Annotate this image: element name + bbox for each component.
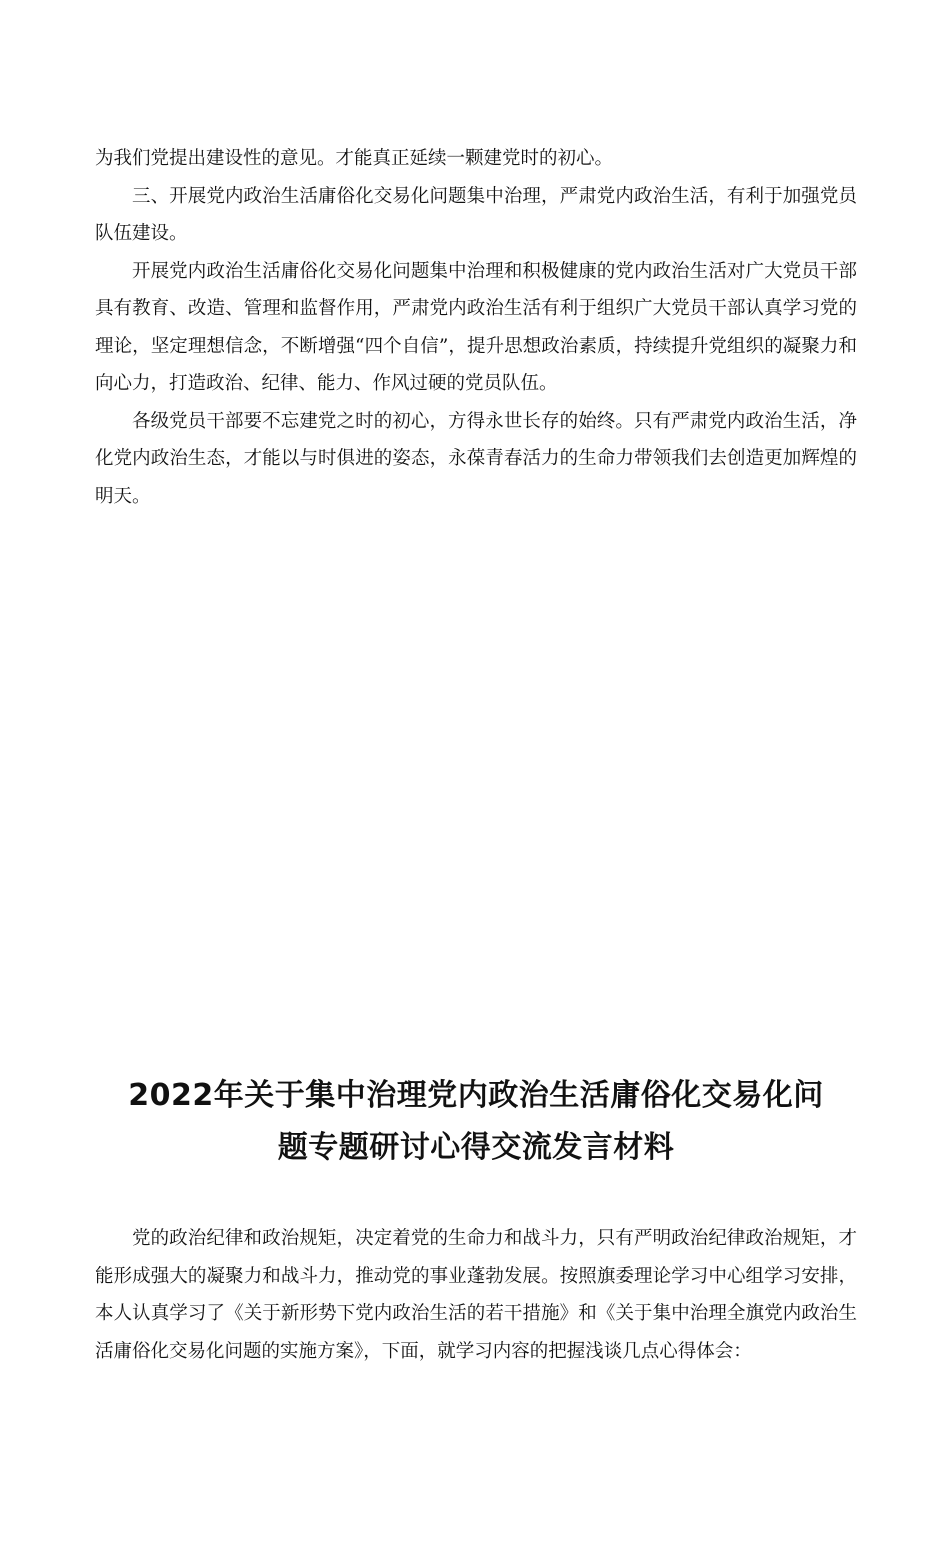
intro-paragraph: 党的政治纪律和政治规矩，决定着党的生命力和战斗力，只有严明政治纪律政治规矩，才能形成强大的凝聚力和战斗力，推动党的事业蓬勃发展。按照旗委理论学习中心组学习安排，本人认真学习了《关于新形势下党内政治生活的若干措施》和《关于集中治理全旗党内政治生活庸俗化交易化问题的实施方案》，下面，就学习内容的把握浅谈几点心得体会： <box>95 1228 857 1362</box>
paragraph: 各级党员干部要不忘建党之时的初心，方得永世长存的始终。只有严肃党内政治生活，净化党内政治生态，才能以与时俱进的姿态，永葆青春活力的生命力带领我们去创造更加辉煌的明天。 <box>95 410 857 507</box>
title-line-2: 题专题研讨心得交流发言材料 <box>277 1130 675 1165</box>
section-heading-three: 三、开展党内政治生活庸俗化交易化问题集中治理，严肃党内政治生活，有利于加强党员队伍建设。 <box>95 185 857 244</box>
previous-page-body <box>95 140 857 515</box>
paragraph: 开展党内政治生活庸俗化交易化问题集中治理和积极健康的党内政治生活对广大党员干部具有教育、改造、管理和监督作用，严肃党内政治生活有利于组织广大党员干部认真学习党的理论，坚定理想信念，不断增强“四个自信”，提升思想政治素质，持续提升党组织的凝聚力和向心力，打造政治、纪律、能力、作风过硬的党员队伍。 <box>95 260 857 394</box>
paragraph-continued: 为我们党提出建设性的意见。才能真正延续一颗建党时的初心。 <box>95 148 614 169</box>
document-title <box>95 1070 857 1174</box>
document-body <box>95 1220 857 1370</box>
title-line-1: 2022年关于集中治理党内政治生活庸俗化交易化问 <box>128 1078 824 1113</box>
